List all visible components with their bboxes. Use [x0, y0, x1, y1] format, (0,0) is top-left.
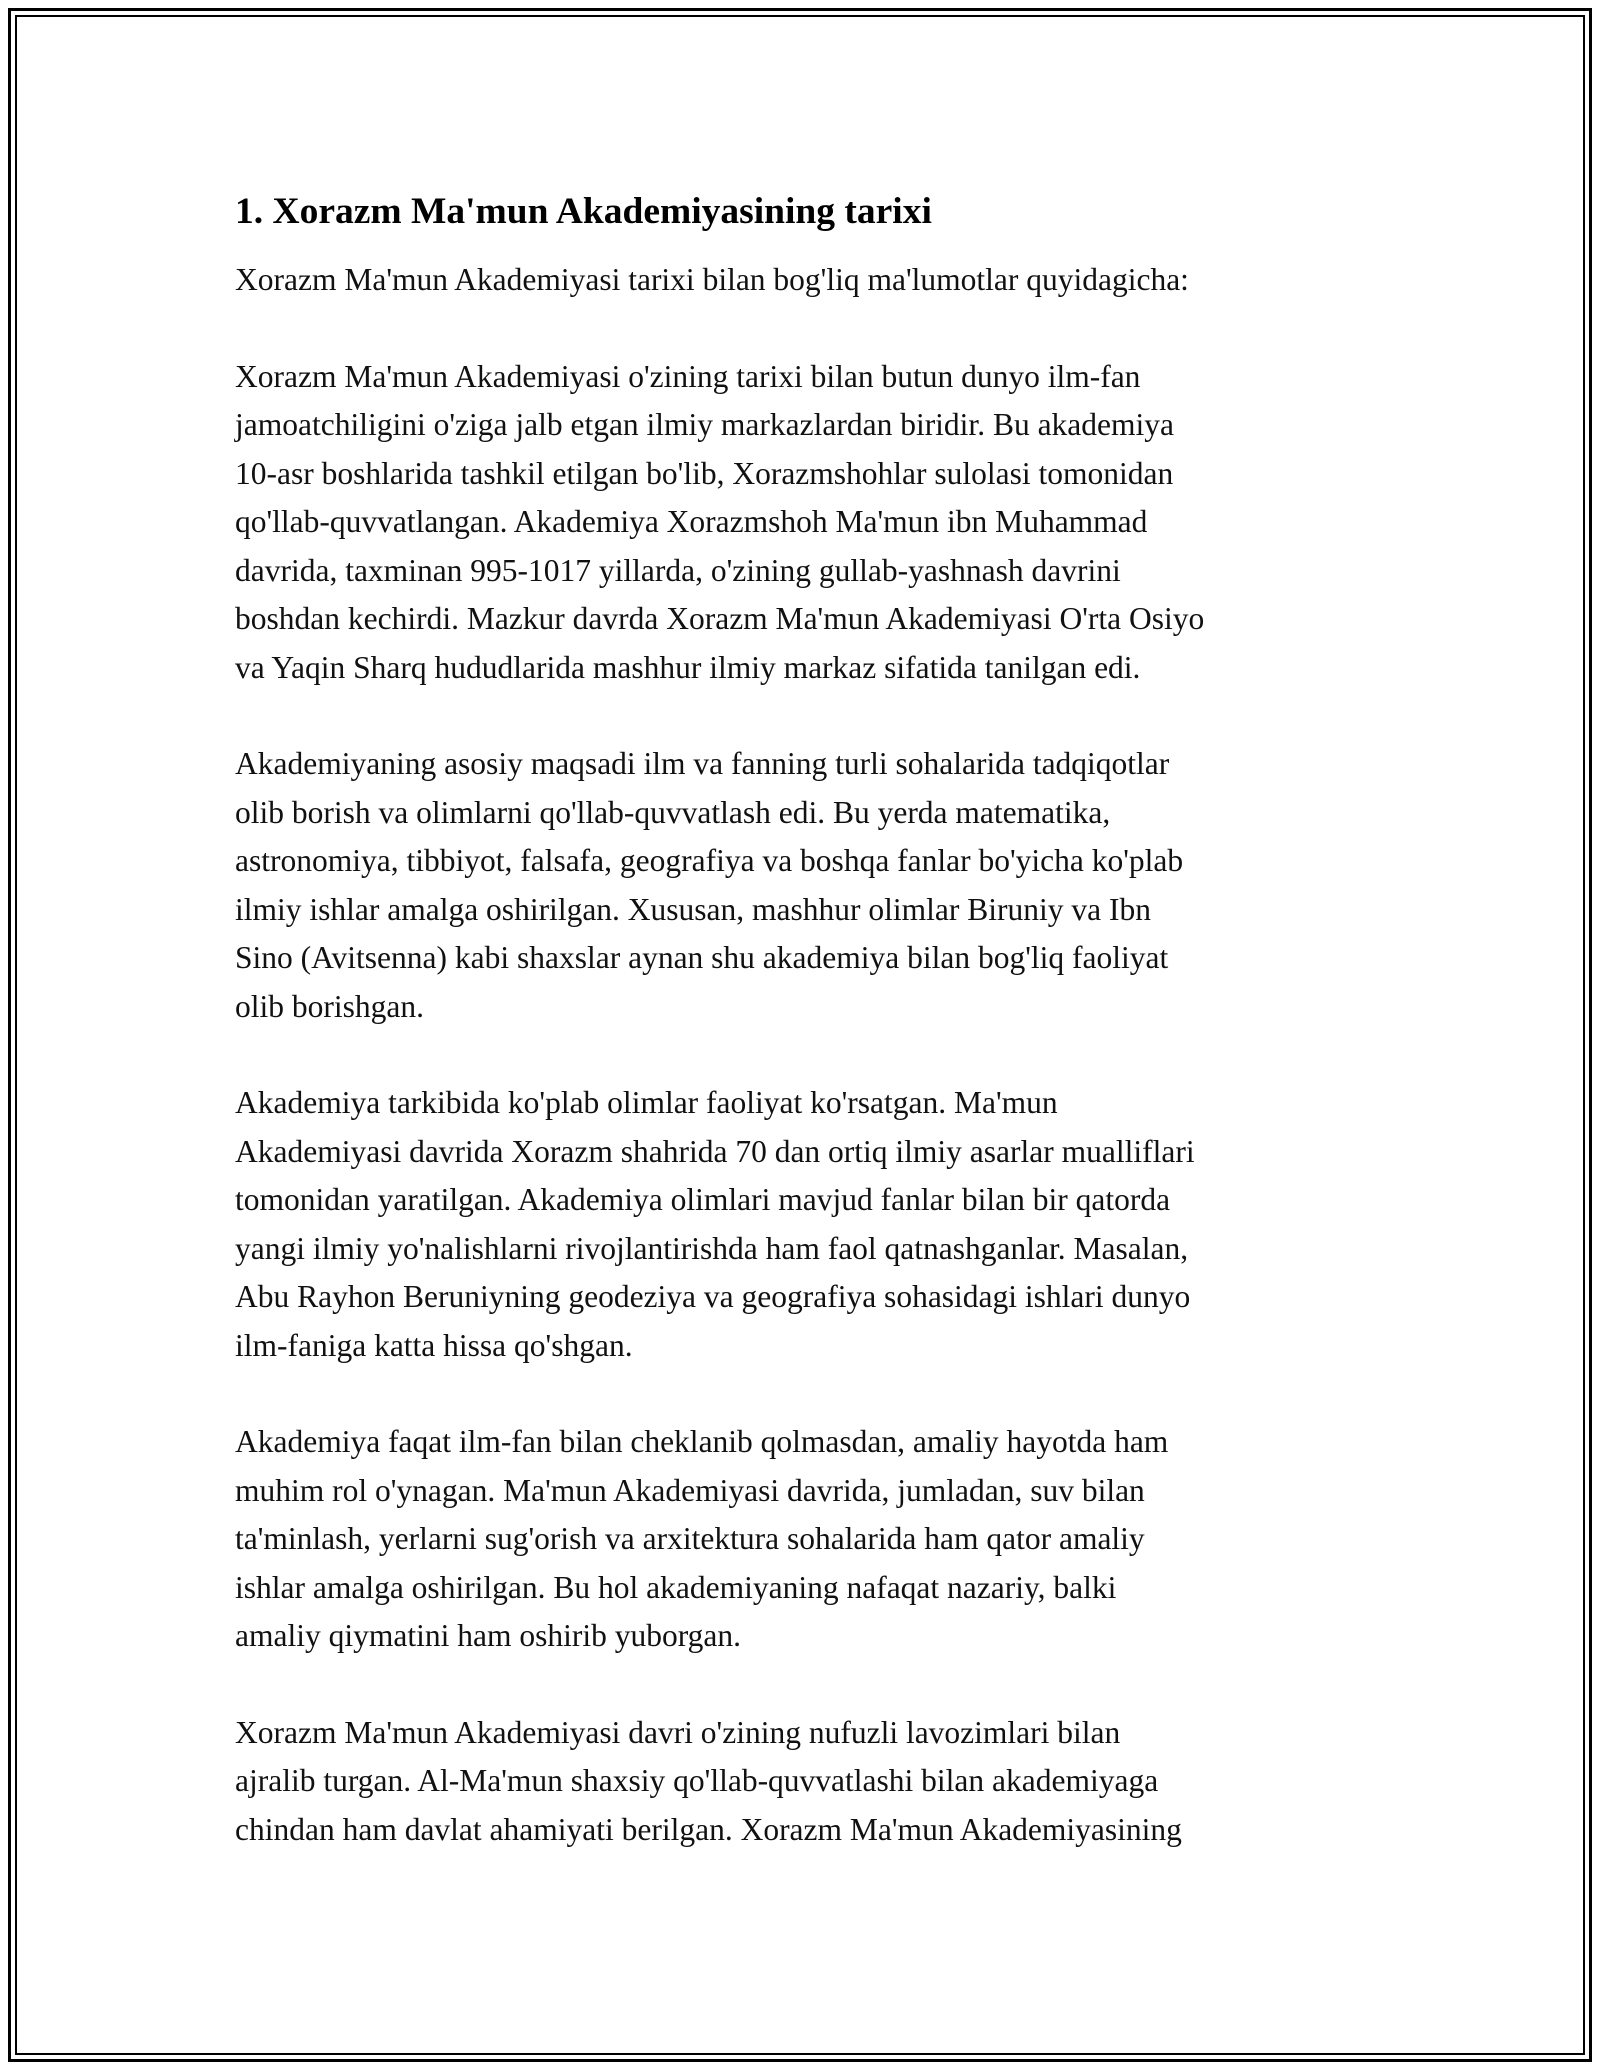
text-line: Xorazm Ma'mun Akademiyasi o'zining tarixi bilan butun dunyo ilm-fan: [235, 358, 1141, 394]
text-line: olib borish va olimlarni qo'llab-quvvatlash edi. Bu yerda matematika,: [235, 794, 1111, 830]
text-line: Abu Rayhon Beruniyning geodeziya va geografiya sohasidagi ishlari dunyo: [235, 1279, 1191, 1314]
text-line: amaliy qiymatini ham oshirib yuborgan.: [235, 1618, 741, 1653]
text-line: ilm-faniga katta hissa qo'shgan.: [235, 1327, 633, 1363]
text-line: olib borishgan.: [235, 988, 424, 1024]
paragraph-scholars: [235, 1079, 1385, 1370]
text-line: Akademiyasi davrida Xorazm shahrida 70 dan ortiq ilmiy asarlar mualliflari: [235, 1133, 1195, 1169]
paragraph-goals: [235, 740, 1385, 1031]
paragraph-practical: [235, 1418, 1385, 1661]
text-line: davrida, taxminan 995-1017 yillarda, o'zining gullab-yashnash davrini: [235, 552, 1121, 588]
text-line: chindan ham davlat ahamiyati berilgan. Xorazm Ma'mun Akademiyasining: [235, 1811, 1182, 1847]
text-line: Akademiyaning asosiy maqsadi ilm va fanning turli sohalarida tadqiqotlar: [235, 746, 1170, 781]
text-line: ishlar amalga oshirilgan. Bu hol akademiyaning nafaqat nazariy, balki: [235, 1569, 1117, 1605]
text-line: qo'llab-quvvatlangan. Akademiya Xorazmshoh Ma'mun ibn Muhammad: [235, 504, 1148, 539]
text-line: jamoatchiligini o'ziga jalb etgan ilmiy markazlardan biridir. Bu akademiya: [235, 407, 1175, 442]
text-line: ta'minlash, yerlarni sug'orish va arxitektura sohalarida ham qator amaliy: [235, 1521, 1145, 1556]
text-line: 10-asr boshlarida tashkil etilgan bo'lib, Xorazmshohlar sulolasi tomonidan: [235, 455, 1174, 491]
text-line: va Yaqin Sharq hududlarida mashhur ilmiy markaz sifatida tanilgan edi.: [235, 649, 1141, 685]
document-body: [235, 188, 1385, 1902]
paragraph-intro: [235, 256, 1385, 305]
text-line: Akademiya faqat ilm-fan bilan cheklanib qolmasdan, amaliy hayotda ham: [235, 1424, 1169, 1459]
text-line: ilmiy ishlar amalga oshirilgan. Xususan, mashhur olimlar Biruniy va Ibn: [235, 891, 1151, 927]
text-line: ajralib turgan. Al-Ma'mun shaxsiy qo'llab-quvvatlashi bilan akademiyaga: [235, 1763, 1159, 1798]
paragraph-status: [235, 1709, 1385, 1855]
text-line: tomonidan yaratilgan. Akademiya olimlari mavjud fanlar bilan bir qatorda: [235, 1182, 1171, 1217]
text-line: Xorazm Ma'mun Akademiyasi tarixi bilan bog'liq ma'lumotlar quyidagicha:: [235, 262, 1189, 297]
text-line: astronomiya, tibbiyot, falsafa, geografiya va boshqa fanlar bo'yicha ko'plab: [235, 843, 1184, 878]
text-line: yangi ilmiy yo'nalishlarni rivojlantirishda ham faol qatnashganlar. Masalan,: [235, 1230, 1189, 1266]
text-line: Sino (Avitsenna) kabi shaxslar aynan shu akademiya bilan bog'liq faoliyat: [235, 940, 1169, 975]
text-line: Xorazm Ma'mun Akademiyasi davri o'zining nufuzli lavozimlari bilan: [235, 1714, 1121, 1750]
text-line: boshdan kechirdi. Mazkur davrda Xorazm Ma'mun Akademiyasi O'rta Osiyo: [235, 601, 1205, 636]
section-heading: 1. Xorazm Ma'mun Akademiyasining tarixi: [235, 191, 932, 232]
text-line: Akademiya tarkibida ko'plab olimlar faoliyat ko'rsatgan. Ma'mun: [235, 1085, 1058, 1120]
paragraph-history: [235, 353, 1385, 693]
text-line: muhim rol o'ynagan. Ma'mun Akademiyasi davrida, jumladan, suv bilan: [235, 1472, 1145, 1508]
